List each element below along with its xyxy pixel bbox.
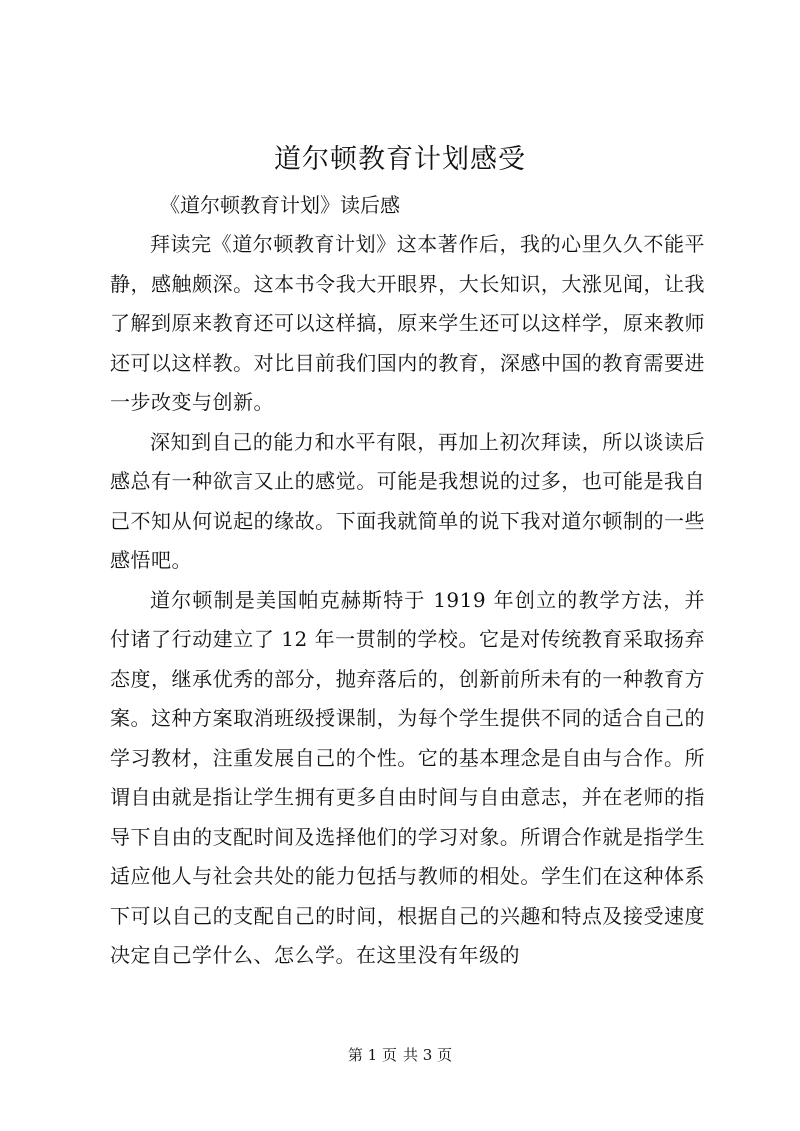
document-title: 道尔顿教育计划感受 (274, 144, 526, 175)
document-body (110, 225, 705, 976)
page-footer (0, 1045, 800, 1065)
paragraph: 拜读完《道尔顿教育计划》这本著作后，我的心里久久不能平静，感触颇深。这本书令我大开眼界，大长知识，大涨见闻，让我了解到原来教育还可以这样搞，原来学生还可以这样学，原来教师还可以这样教。对比目前我们国内的教育，深感中国的教育需要进一步改变与创新。 (110, 232, 705, 414)
paragraph: 深知到自己的能力和水平有限，再加上初次拜读，所以谈读后感总有一种欲言又止的感觉。可能是我想说的过多，也可能是我自己不知从何说起的缘故。下面我就简单的说下我对道尔顿制的一些感悟吧。 (110, 429, 705, 572)
page-number: 第 1 页 (347, 1046, 397, 1064)
document-subtitle: 《道尔顿教育计划》读后感 (160, 193, 400, 217)
paragraph: 道尔顿制是美国帕克赫斯特于 1919 年创立的教学方法，并付诸了行动建立了 12 年一贯制的学校。它是对传统教育采取扬弃态度，继承优秀的部分，抛弃落后的，创新前所未有的一种教育方案。这种方案取消班级授课制，为每个学生提供不同的适合自己的学习教材，注重发展自己的个性。它的基本理念是自由与合作。所谓自由就是指让学生拥有更多自由时间与自由意志，并在老师的指导下自由的支配时间及选择他们的学习对象。所谓合作就是指学生适应他人与社会共处的能力包括与教师的相处。学生们在这种体系下可以自己的支配自己的时间，根据自己的兴趣和特点及接受速度决定自己学什么、怎么学。在这里没有年级的 (110, 587, 705, 967)
page-total: 共 3 页 (403, 1046, 453, 1064)
